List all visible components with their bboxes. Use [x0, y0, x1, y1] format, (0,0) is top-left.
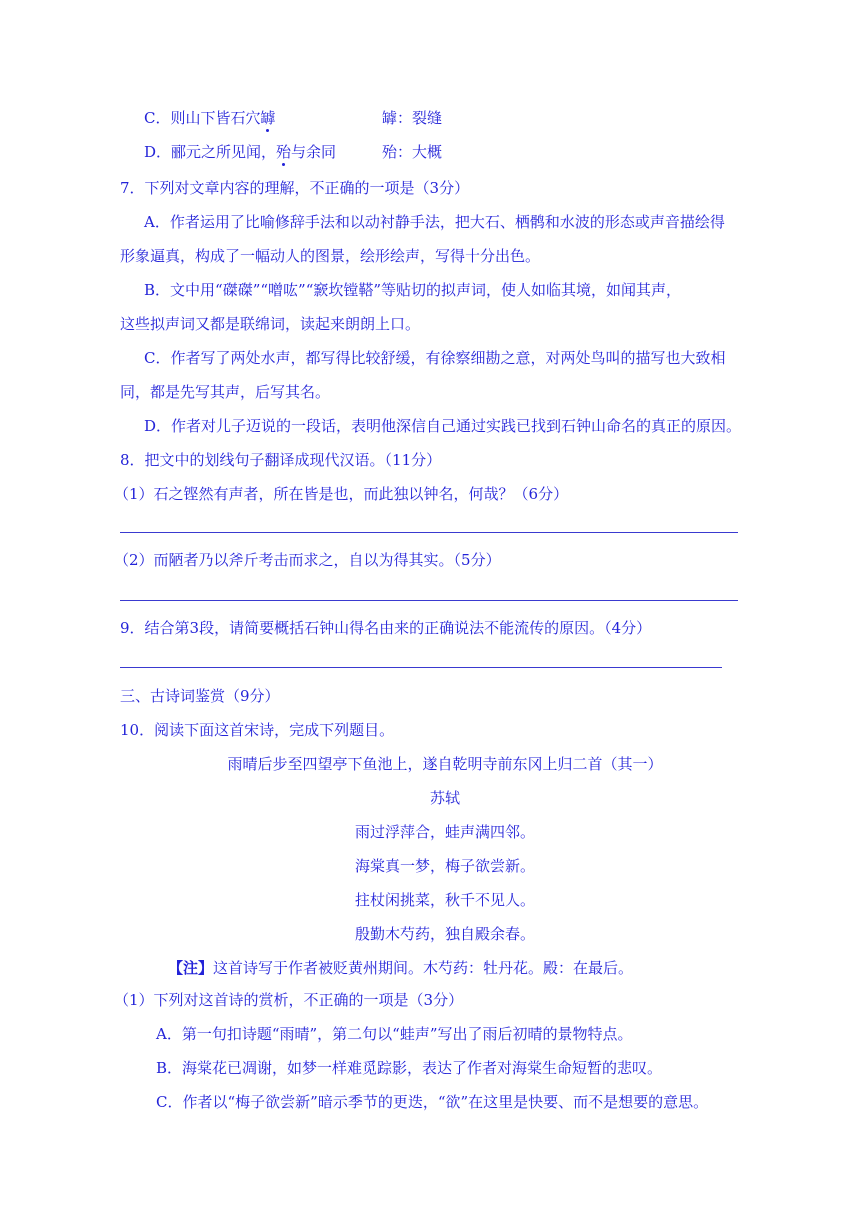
question-8-stem: 8．把文中的划线句子翻译成现代汉语。（11分） [120, 451, 442, 469]
note-text: 这首诗写于作者被贬黄州期间。木芍药：牡丹花。殿：在最后。 [213, 959, 634, 977]
q7-option-a-line2: 形象逼真，构成了一幅动人的图景，绘形绘声，写得十分出色。 [120, 247, 541, 265]
q8-sentence-1: （1）石之铿然有声者，所在皆是也，而此独以钟名，何哉？（6分） [114, 485, 569, 503]
option-text: 与余同 [291, 143, 337, 161]
q7-option-c-line2: 同，都是先写其声，后写其名。 [120, 383, 331, 401]
poem-author: 苏轼 [429, 789, 460, 807]
question-10-stem: 10．阅读下面这首宋诗，完成下列题目。 [120, 721, 395, 739]
option-d-q6-gloss: 殆：大概 [382, 143, 443, 161]
section-heading: 三、古诗词鉴赏（9分） [120, 687, 280, 705]
q8-sentence-2: （2）而陋者乃以斧斤考击而求之，自以为得其实。（5分） [114, 551, 501, 569]
option-c-q6-gloss: 罅：裂缝 [382, 109, 443, 127]
q7-option-b-line1: B．文中用“磔磔”“噌吰”“窾坎镗鞳”等贴切的拟声词，使人如临其境，如闻其声， [144, 281, 682, 299]
answer-line-3 [120, 667, 722, 668]
q7-option-b-line2: 这些拟声词又都是联绵词，读起来朗朗上口。 [120, 315, 421, 333]
poem-line-3: 拄杖闲挑菜，秋千不见人。 [354, 891, 535, 909]
q10-option-b: B．海棠花已凋谢，如梦一样难觅踪影，表达了作者对海棠生命短暂的悲叹。 [156, 1059, 663, 1077]
q10-option-c: C．作者以“梅子欲尝新”暗示季节的更迭，“欲”在这里是快要、而不是想要的意思。 [156, 1093, 709, 1111]
option-text: D．郦元之所见闻， [144, 143, 277, 161]
dotted-character: 罅 [260, 109, 276, 127]
q10-subquestion-1: （1）下列对这首诗的赏析，不正确的一项是（3分） [114, 991, 464, 1009]
option-c-q6 [144, 108, 276, 128]
question-7-stem: 7．下列对文章内容的理解，不正确的一项是（3分） [120, 179, 470, 197]
q7-option-c-line1: C．作者写了两处水声，都写得比较舒缓，有徐察细勘之意，对两处鸟叫的描写也大致相 [144, 349, 726, 367]
option-d-q6 [144, 142, 336, 162]
answer-line-1 [120, 532, 738, 533]
poem-line-4: 殷勤木芍药，独自殿余春。 [354, 925, 535, 943]
q7-option-d: D．作者对儿子迈说的一段话，表明他深信自己通过实践已找到石钟山命名的真正的原因。 [144, 417, 742, 435]
option-text: C．则山下皆石穴 [144, 109, 261, 127]
poem-note [168, 958, 633, 978]
note-tag: 【注】 [168, 959, 214, 977]
q10-option-a: A．第一句扣诗题“雨晴”，第二句以“蛙声”写出了雨后初晴的景物特点。 [156, 1025, 633, 1043]
dotted-character: 殆 [276, 143, 292, 161]
poem-line-1: 雨过浮萍合，蛙声满四邻。 [354, 823, 535, 841]
answer-line-2 [120, 600, 738, 601]
q7-option-a-line1: A．作者运用了比喻修辞手法和以动衬静手法，把大石、栖鹘和水波的形态或声音描绘得 [144, 213, 725, 231]
poem-title: 雨晴后步至四望亭下鱼池上，遂自乾明寺前东冈上归二首（其一） [227, 755, 663, 773]
question-9-stem: 9．结合第3段，请简要概括石钟山得名由来的正确说法不能流传的原因。（4分） [120, 619, 652, 637]
poem-line-2: 海棠真一梦，梅子欲尝新。 [354, 857, 535, 875]
